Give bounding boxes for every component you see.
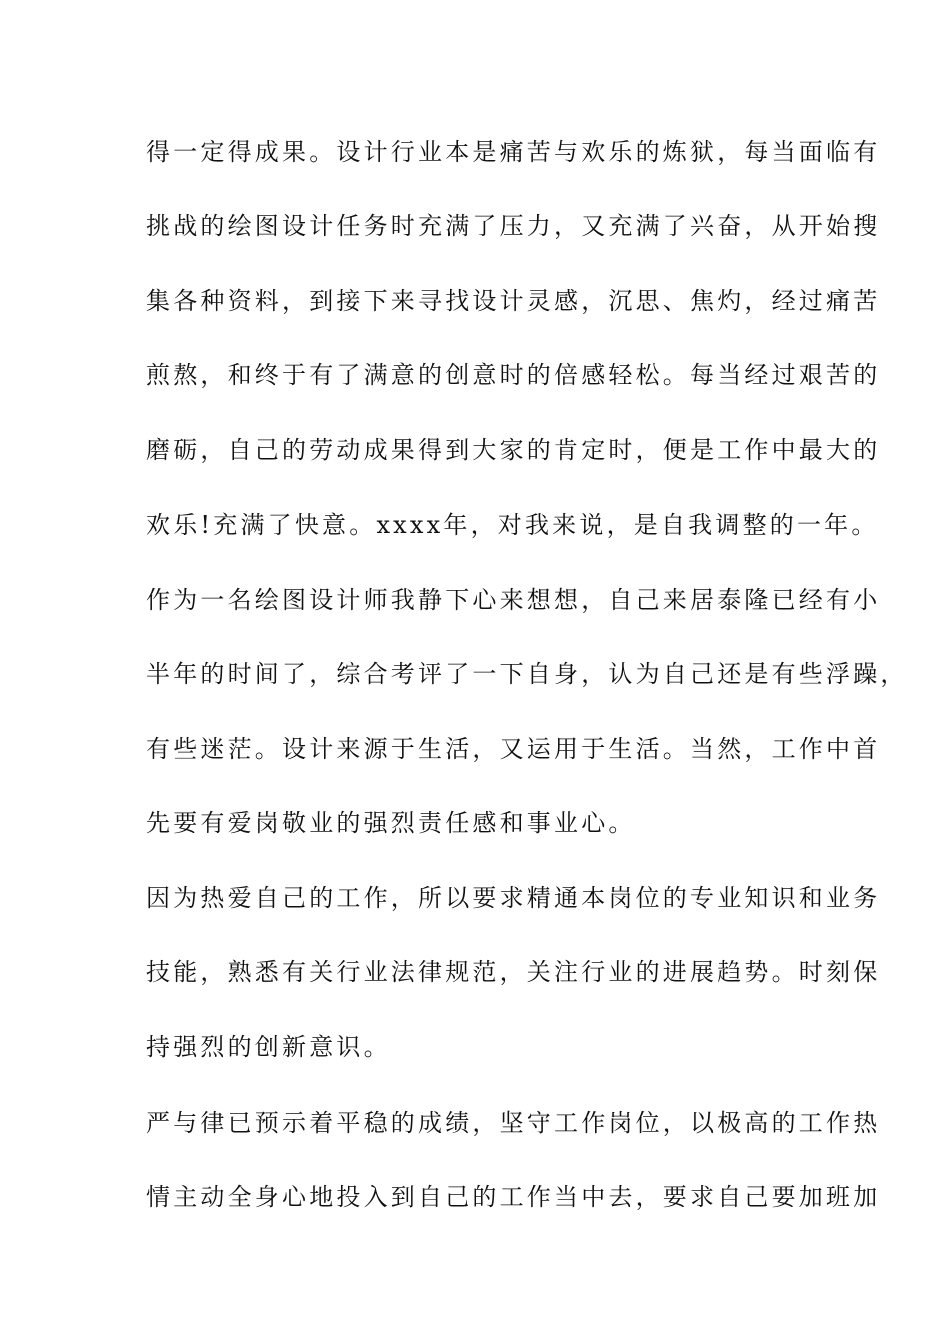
text-line-3: 集各种资料，到接下来寻找设计灵感，沉思、焦灼，经过痛苦	[146, 287, 881, 315]
text-line-12: 技能，熟悉有关行业法律规范，关注行业的进展趋势。时刻保	[146, 958, 881, 986]
text-line-8: 半年的时间了，综合考评了一下自身，认为自己还是有些浮躁，	[146, 660, 908, 688]
text-line-4: 煎熬，和终于有了满意的创意时的倍感轻松。每当经过艰苦的	[146, 361, 881, 389]
text-line-2: 挑战的绘图设计任务时充满了压力，又充满了兴奋，从开始搜	[146, 212, 881, 240]
text-line-5: 磨砺，自己的劳动成果得到大家的肯定时，便是工作中最大的	[146, 436, 881, 464]
text-line-15: 情主动全身心地投入到自己的工作当中去，要求自己要加班加	[146, 1183, 881, 1211]
text-line-13: 持强烈的创新意识。	[146, 1033, 391, 1061]
text-line-7: 作为一名绘图设计师我静下心来想想，自己来居泰隆已经有小	[146, 586, 881, 614]
text-line-10: 先要有爱岗敬业的强烈责任感和事业心。	[146, 809, 636, 837]
text-line-9: 有些迷茫。设计来源于生活，又运用于生活。当然，工作中首	[146, 735, 881, 763]
text-line-11: 因为热爱自己的工作，所以要求精通本岗位的专业知识和业务	[146, 884, 881, 912]
text-line-14: 严与律已预示着平稳的成绩，坚守工作岗位，以极高的工作热	[146, 1109, 881, 1137]
text-line-1: 得一定得成果。设计行业本是痛苦与欢乐的炼狱，每当面临有	[146, 138, 881, 166]
text-line-6: 欢乐!充满了快意。xxxx年，对我来说，是自我调整的一年。	[146, 511, 879, 539]
